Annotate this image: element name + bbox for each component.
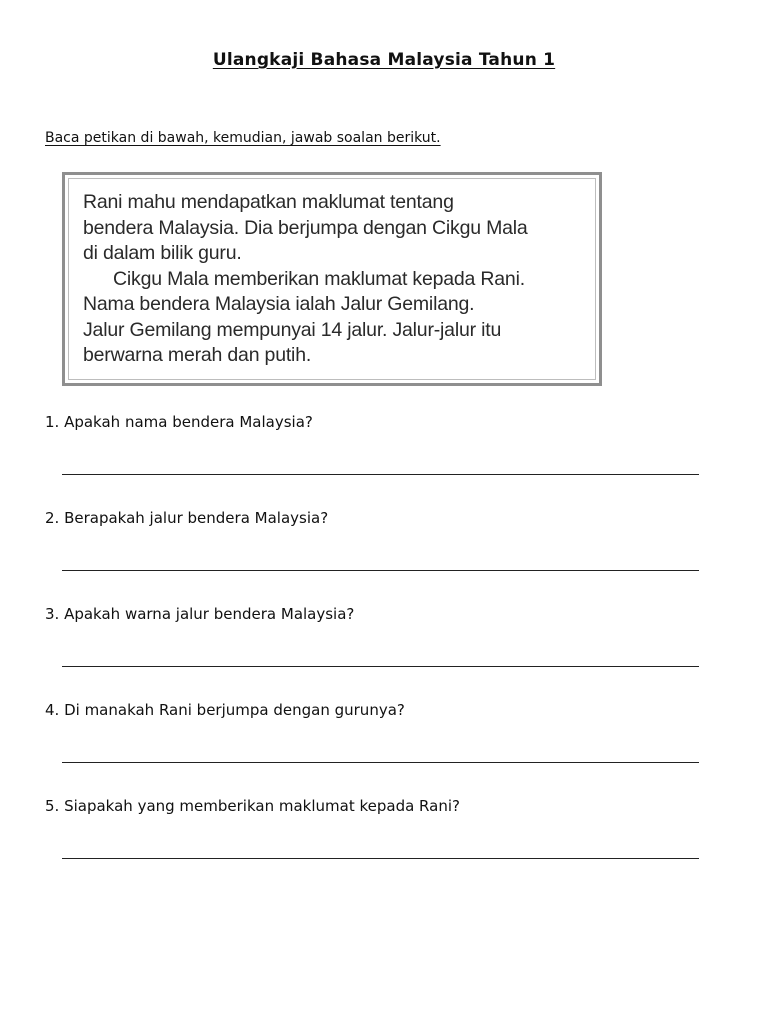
question-5: 5. Siapakah yang memberikan maklumat kepada Rani? — [45, 797, 460, 815]
question-4: 4. Di manakah Rani berjumpa dengan gurunya? — [45, 701, 405, 719]
passage-line: berwarna merah dan putih. — [83, 344, 312, 366]
answer-line-2[interactable] — [62, 570, 699, 571]
instruction-text: Baca petikan di bawah, kemudian, jawab soalan berikut. — [45, 130, 441, 146]
passage-line: Jalur Gemilang mempunyai 14 jalur. Jalur-jalur itu — [83, 318, 502, 341]
answer-line-5[interactable] — [62, 858, 699, 859]
answer-line-3[interactable] — [62, 666, 699, 667]
question-1: 1. Apakah nama bendera Malaysia? — [45, 413, 313, 431]
reading-passage-box — [62, 172, 602, 386]
answer-line-4[interactable] — [62, 762, 699, 763]
question-2: 2. Berapakah jalur bendera Malaysia? — [45, 509, 329, 527]
answer-line-1[interactable] — [62, 474, 699, 475]
passage-line: bendera Malaysia. Dia berjumpa dengan Cikgu Mala — [83, 216, 528, 239]
passage-line: di dalam bilik guru. — [83, 242, 242, 264]
worksheet-title: Ulangkaji Bahasa Malaysia Tahun 1 — [212, 50, 556, 70]
question-3: 3. Apakah warna jalur bendera Malaysia? — [45, 605, 355, 623]
passage-line: Nama bendera Malaysia ialah Jalur Gemilang. — [83, 293, 475, 315]
passage-line: Rani mahu mendapatkan maklumat tentang — [83, 191, 454, 213]
passage-line: Cikgu Mala memberikan maklumat kepada Rani. — [113, 267, 525, 290]
